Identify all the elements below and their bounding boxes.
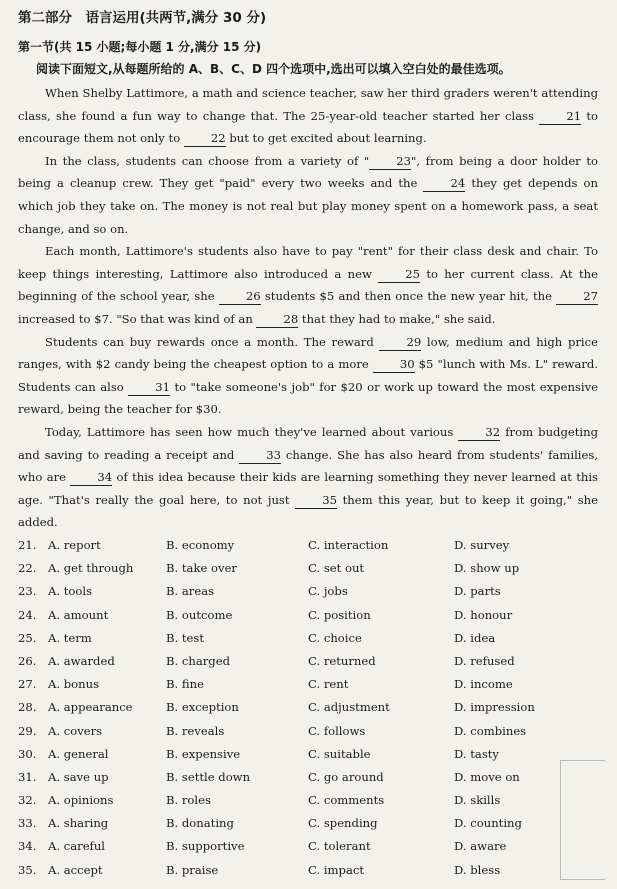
passage-paragraph: When Shelby Lattimore, a math and science teacher, saw her third graders weren't attending class, she found a fun way to change that. The 25-year-old teacher started her class 21 to encourage them not only to 22 but to get excited about learning.	[18, 86, 598, 146]
option-a: A. tools	[48, 584, 93, 599]
option-row-32	[18, 793, 608, 816]
blank-33: 33	[239, 448, 281, 464]
option-d: D. move on	[454, 769, 520, 784]
option-c: C. suitable	[308, 746, 371, 761]
option-d: D. combines	[454, 723, 527, 738]
option-row-29	[18, 724, 608, 747]
option-row-33	[18, 816, 608, 839]
option-c: C. jobs	[308, 584, 348, 599]
option-row-31	[18, 770, 608, 793]
question-number: 21.	[18, 538, 37, 552]
blank-31: 31	[128, 380, 170, 396]
option-d: D. skills	[454, 793, 501, 808]
option-a: A. sharing	[48, 816, 109, 831]
question-number: 24.	[18, 607, 37, 622]
option-c: C. interaction	[308, 538, 389, 552]
blank-23: 23	[369, 154, 411, 170]
option-row-27	[18, 677, 608, 700]
option-b: B. fine	[166, 677, 204, 692]
blank-21: 21	[539, 109, 581, 125]
cloze-passage	[18, 82, 598, 534]
option-c: C. set out	[308, 561, 365, 576]
option-b: B. settle down	[166, 769, 251, 784]
option-c: C. go around	[308, 769, 384, 784]
option-b: B. test	[166, 630, 205, 645]
question-number: 22.	[18, 561, 37, 576]
option-b: B. charged	[166, 653, 231, 668]
option-row-28	[18, 700, 608, 723]
option-b: B. exception	[166, 700, 239, 715]
option-d: D. bless	[454, 862, 501, 877]
option-a: A. appearance	[48, 700, 133, 715]
instructions: 阅读下面短文,从每题所给的 A、B、C、D 四个选项中,选出可以填入空白处的最佳选项。	[36, 62, 511, 76]
margin-box	[560, 760, 605, 880]
option-a: A. general	[48, 746, 109, 761]
blank-26: 26	[219, 289, 261, 305]
option-d: D. idea	[454, 630, 496, 645]
option-c: C. rent	[308, 677, 349, 692]
option-c: C. tolerant	[308, 839, 371, 854]
option-b: B. take over	[166, 561, 237, 576]
option-b: B. economy	[166, 538, 235, 552]
option-d: D. aware	[454, 839, 507, 854]
option-b: B. outcome	[166, 607, 233, 622]
passage-paragraph: In the class, students can choose from a variety of " 23", from being a door holder to being a cleanup crew. They get "paid" every two weeks and the 24 they get depends on which job they take on. The money is not real but play money spent on a homework pass, a seat change, and so on.	[18, 153, 598, 236]
question-number: 31.	[18, 769, 37, 784]
question-number: 32.	[18, 793, 37, 808]
option-a: A. report	[48, 538, 101, 552]
option-c: C. returned	[308, 653, 376, 668]
blank-27: 27	[556, 289, 598, 305]
blank-24: 24	[423, 176, 465, 192]
option-row-35	[18, 863, 608, 886]
option-b: B. supportive	[166, 839, 245, 854]
answer-options	[18, 538, 608, 886]
section-title: 第二部分 语言运用(共两节,满分 30 分)	[18, 10, 267, 26]
option-a: A. careful	[48, 839, 106, 854]
option-a: A. term	[48, 630, 92, 645]
option-b: B. areas	[166, 584, 215, 599]
option-b: B. reveals	[166, 723, 225, 738]
blank-25: 25	[378, 267, 420, 283]
question-number: 26.	[18, 653, 37, 668]
option-a: A. awarded	[48, 653, 115, 668]
option-d: D. refused	[454, 653, 515, 668]
blank-28: 28	[256, 312, 298, 328]
question-number: 25.	[18, 630, 37, 645]
option-c: C. follows	[308, 723, 366, 738]
option-a: A. amount	[48, 607, 109, 622]
blank-30: 30	[373, 357, 415, 373]
option-d: D. impression	[454, 700, 535, 715]
option-b: B. praise	[166, 862, 219, 877]
option-d: D. show up	[454, 561, 520, 576]
option-b: B. expensive	[166, 746, 241, 761]
option-row-26	[18, 654, 608, 677]
option-c: C. choice	[308, 630, 362, 645]
option-b: B. donating	[166, 816, 234, 831]
blank-34: 34	[70, 470, 112, 486]
option-b: B. roles	[166, 793, 211, 808]
passage-paragraph: Students can buy rewards once a month. The reward 29 low, medium and high price ranges, with $2 candy being the cheapest option to a more 30 $5 "lunch with Ms. L" reward. Students can also 31 to "take someone's job" for $20 or work up toward the most expensive reward, being the teacher for $30.	[18, 334, 599, 417]
option-d: D. tasty	[454, 746, 499, 761]
option-d: D. counting	[454, 816, 522, 831]
blank-22: 22	[184, 131, 226, 147]
option-a: A. covers	[48, 723, 103, 738]
subsection-title: 第一节(共 15 小题;每小题 1 分,满分 15 分)	[18, 40, 262, 54]
question-number: 30.	[18, 746, 37, 761]
blank-35: 35	[295, 493, 337, 509]
option-a: A. accept	[48, 862, 103, 877]
option-row-21	[18, 538, 608, 561]
passage-paragraph: Today, Lattimore has seen how much they've learned about various 32 from budgeting and saving to reading a receipt and 33 change. She has also heard from students' families, who are 34 of this idea because their kids are learning something they never learned at this age. "That's really the goal here, to not just 35 them this year, but to keep it going," she added.	[18, 424, 599, 530]
option-c: C. comments	[308, 793, 385, 808]
option-a: A. bonus	[48, 677, 100, 692]
option-row-34	[18, 839, 608, 862]
blank-32: 32	[458, 425, 500, 441]
question-number: 34.	[18, 839, 37, 854]
blank-29: 29	[379, 335, 421, 351]
question-number: 23.	[18, 584, 37, 599]
option-row-23	[18, 584, 608, 607]
option-a: A. opinions	[48, 793, 114, 808]
option-row-30	[18, 747, 608, 770]
option-row-25	[18, 631, 608, 654]
option-c: C. spending	[308, 816, 378, 831]
option-d: D. parts	[454, 584, 501, 599]
passage-paragraph: Each month, Lattimore's students also have to pay "rent" for their class desk and chair. To keep things interesting, Lattimore also introduced a new 25 to her current class. At the beginning of the school year, she 26 students $5 and then once the new year hit, the 27 increased to $7. "So that was kind of an 28 that they had to make," she said.	[18, 244, 599, 326]
option-c: C. adjustment	[308, 700, 390, 715]
option-d: D. honour	[454, 607, 513, 622]
question-number: 29.	[18, 723, 37, 738]
question-number: 35.	[18, 862, 37, 877]
option-row-24	[18, 608, 608, 631]
question-number: 27.	[18, 677, 37, 692]
option-c: C. position	[308, 607, 371, 622]
question-number: 28.	[18, 700, 37, 715]
option-d: D. survey	[454, 538, 510, 552]
option-a: A. get through	[48, 561, 134, 576]
question-number: 33.	[18, 816, 37, 831]
option-c: C. impact	[308, 862, 365, 877]
option-d: D. income	[454, 677, 513, 692]
option-a: A. save up	[48, 769, 109, 784]
option-row-22	[18, 561, 608, 584]
